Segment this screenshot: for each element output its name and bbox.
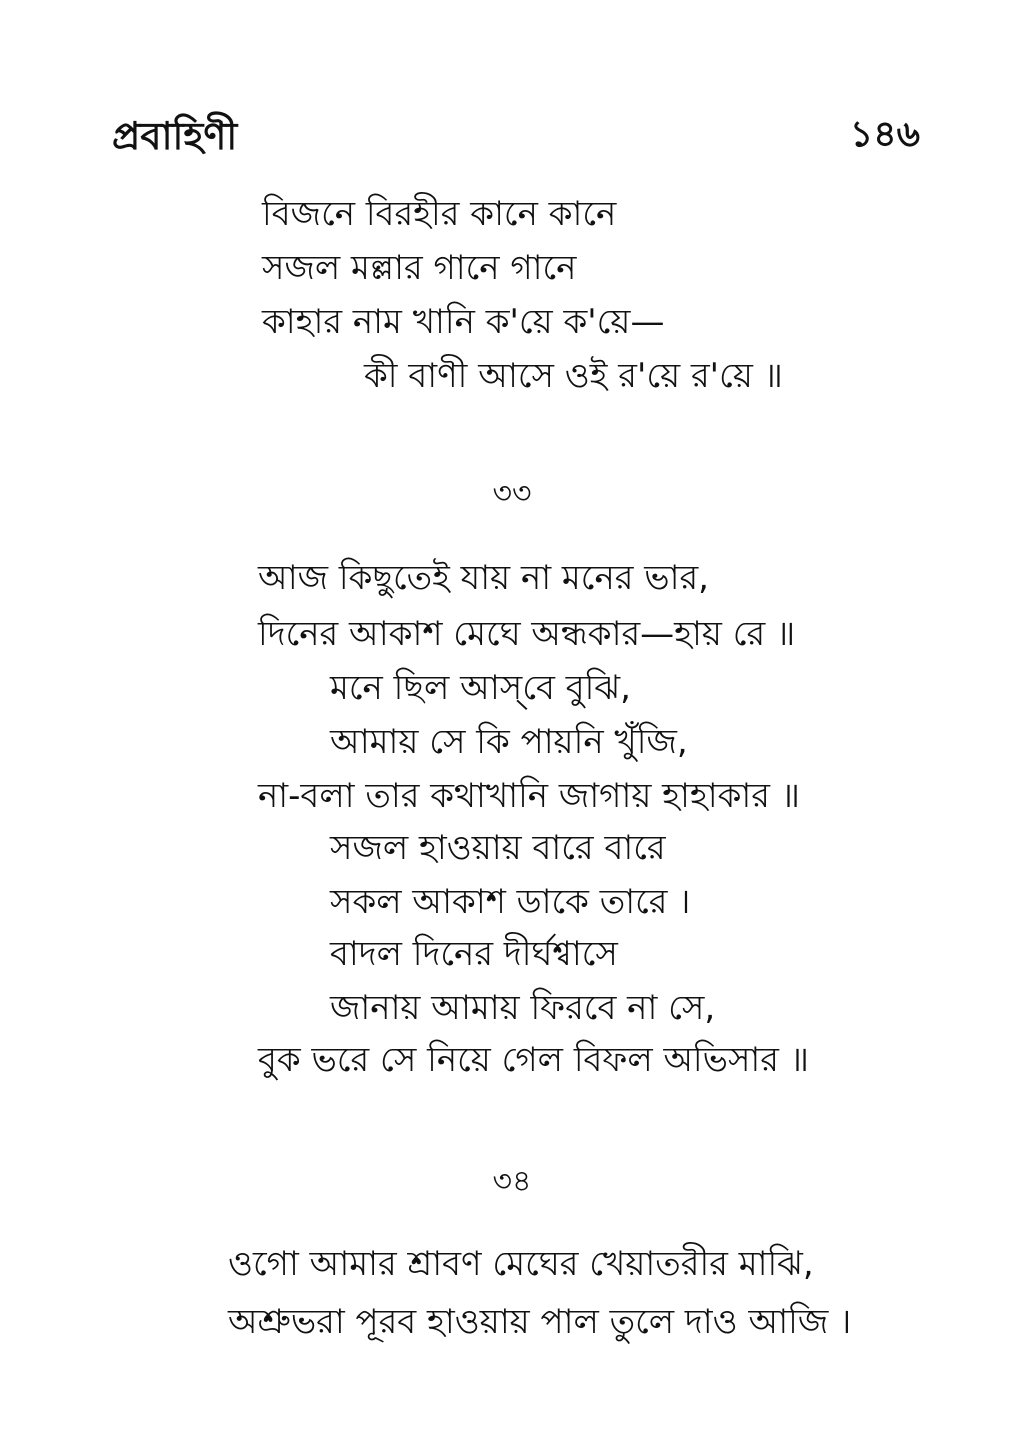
verse-line: আজ কিছুতেই যায় না মনের ভার, (258, 558, 709, 598)
verse-line: সজল মল্লার গানে গানে (262, 248, 577, 288)
verse-line: বাদল দিনের দীর্ঘশ্বাসে (330, 934, 618, 974)
verse-line: বুক ভরে সে নিয়ে গেল বিফল অভিসার ॥ (258, 1040, 810, 1080)
song-number: ৩৩ (492, 476, 532, 511)
verse-line: আমায় সে কি পায়নি খুঁজি, (330, 722, 688, 762)
verse-line: বিজনে বিরহীর কানে কানে (262, 194, 617, 234)
verse-line: ওগো আমার শ্রাবণ মেঘের খেয়াতরীর মাঝি, (228, 1244, 814, 1284)
verse-line: না-বলা তার কথাখানি জাগায় হাহাকার ॥ (258, 776, 800, 816)
page-number: ১৪৬ (849, 114, 920, 155)
song-number: ৩৪ (492, 1164, 532, 1199)
verse-line: সজল হাওয়ায় বারে বারে (330, 828, 666, 868)
verse-line: মনে ছিল আস্‌বে বুঝি, (330, 668, 631, 708)
verse-line: জানায় আমায় ফিরবে না সে, (330, 988, 716, 1028)
verse-line: কী বাণী আসে ওই র'য়ে র'য়ে ॥ (364, 356, 783, 396)
verse-line: দিনের আকাশ মেঘে অন্ধকার—হায় রে ॥ (258, 614, 796, 654)
verse-line: অশ্রুভরা পূরব হাওয়ায় পাল তুলে দাও আজি । (228, 1302, 852, 1342)
verse-line: সকল আকাশ ডাকে তারে । (330, 882, 691, 922)
verse-line: কাহার নাম খানি ক'য়ে ক'য়ে— (262, 302, 665, 342)
book-title: প্রবাহিণী (112, 114, 238, 158)
